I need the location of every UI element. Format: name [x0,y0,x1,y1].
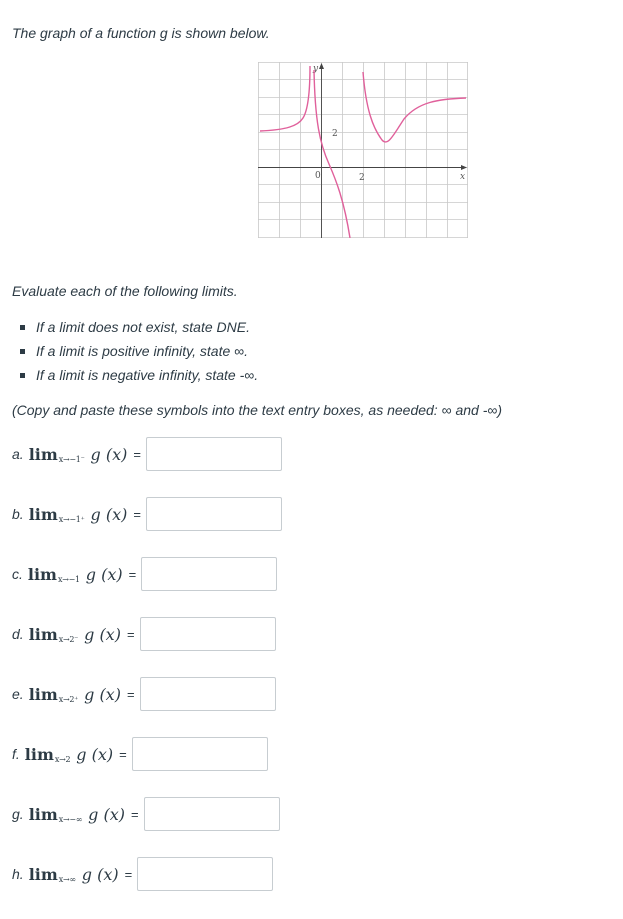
equals-sign: = [119,746,127,762]
answer-input-c[interactable] [141,557,277,591]
grid [258,62,468,238]
question-c [12,556,277,592]
equals-sign: = [126,626,135,642]
question-letter: b. [12,506,24,522]
function-graph [258,62,468,238]
answer-input-a[interactable] [146,437,282,471]
question-h [12,856,273,892]
equals-sign: = [126,686,135,702]
question-letter: h. [12,866,24,882]
equals-sign: = [131,806,139,822]
bullet-icon [20,373,25,378]
curve-left-branch [260,66,310,131]
lim-label: lim [27,564,57,584]
lim-subscript: x→2⁺ [58,694,79,704]
question-a [12,436,282,472]
lim-subscript: x→−1 [57,574,80,584]
lim-subscript: x→−1⁺ [58,514,85,524]
rule-item: If a limit does not exist, state DNE. [20,315,258,339]
lim-subscript: x→2⁻ [58,634,79,644]
lim-label: lim [28,504,58,524]
function-expr: g (x) [84,624,121,644]
question-b [12,496,282,532]
function-expr: g (x) [81,864,119,884]
rule-item: If a limit is positive infinity, state ∞. [20,339,258,363]
x-axis-arrow [461,165,467,170]
x-tick-label: 2 [359,173,365,183]
question-f [12,736,268,772]
question-letter: e. [12,686,24,702]
y-tick-label: 2 [332,129,338,139]
question-letter: f. [12,746,20,762]
function-expr: g (x) [84,684,121,704]
lim-subscript: x→−∞ [58,814,83,824]
answer-input-d[interactable] [140,617,276,651]
y-axis-label: y [313,64,319,74]
evaluate-text: Evaluate each of the following limits. [12,283,238,299]
question-d [12,616,276,652]
answer-input-f[interactable] [132,737,268,771]
function-expr: g (x) [76,744,114,764]
question-letter: a. [12,446,24,462]
answer-input-e[interactable] [140,677,276,711]
equals-sign: = [128,566,137,582]
equals-sign: = [133,506,141,522]
equals-sign: = [124,866,133,882]
answer-input-h[interactable] [137,857,273,891]
bullet-icon [20,349,25,354]
question-letter: c. [12,566,23,582]
lim-subscript: x→2 [54,754,71,764]
bullet-icon [20,325,25,330]
copy-instructions: (Copy and paste these symbols into the text entry boxes, as needed: ∞ and -∞) [12,402,503,418]
lim-label: lim [28,864,58,884]
lim-label: lim [24,744,54,764]
question-g [12,796,280,832]
function-expr: g (x) [90,504,128,524]
rule-item: If a limit is negative infinity, state -∞. [20,363,258,387]
lim-label: lim [28,684,58,704]
lim-label: lim [28,444,58,464]
function-expr: g (x) [90,444,128,464]
lim-label: lim [28,804,58,824]
function-expr: g (x) [85,564,123,584]
rules-list [20,315,258,387]
answer-input-g[interactable] [144,797,280,831]
function-curve [260,66,466,238]
axes [258,66,464,238]
lim-label: lim [28,624,58,644]
origin-label: 0 [315,171,321,181]
lim-subscript: x→−1⁻ [58,454,85,464]
equals-sign: = [133,446,141,462]
curve-right-branch [363,72,466,142]
y-axis-arrow [319,63,324,69]
question-letter: d. [12,626,24,642]
curve-middle-branch [314,70,350,238]
lim-subscript: x→∞ [58,874,76,884]
x-axis-label: x [460,172,466,182]
question-letter: g. [12,806,24,822]
intro-text: The graph of a function g is shown below. [12,25,270,41]
answer-input-b[interactable] [146,497,282,531]
function-expr: g (x) [88,804,126,824]
question-e [12,676,276,712]
